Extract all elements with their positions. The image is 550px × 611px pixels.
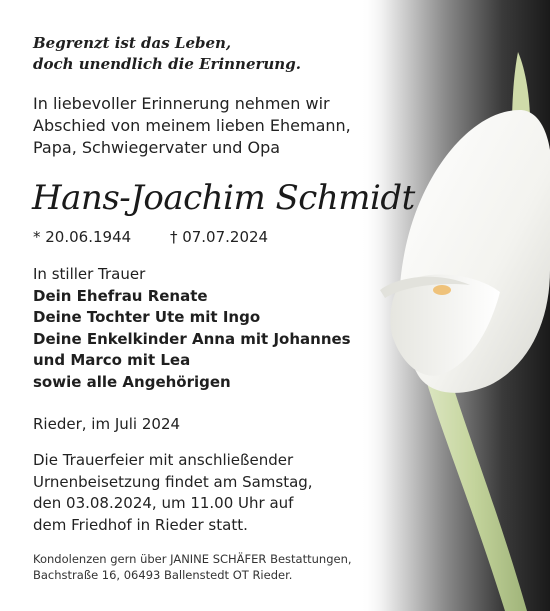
spadix bbox=[433, 285, 451, 295]
footer-line: Kondolenzen gern über JANINE SCHÄFER Bestattungen, bbox=[33, 552, 352, 566]
birth-date: * 20.06.1944 bbox=[33, 228, 132, 246]
motto-line: doch unendlich die Erinnerung. bbox=[33, 55, 301, 73]
mourner-line: Dein Ehefrau Renate bbox=[33, 286, 208, 305]
ceremony-line: den 03.08.2024, um 11.00 Uhr auf bbox=[33, 494, 294, 513]
place-date: Rieder, im Juli 2024 bbox=[33, 415, 181, 433]
ceremony-line: Urnenbeisetzung findet am Samstag, bbox=[33, 472, 313, 491]
deceased-name: Hans-Joachim Schmidt bbox=[32, 178, 415, 218]
intro-text bbox=[33, 93, 351, 159]
death-date: † 07.07.2024 bbox=[169, 228, 269, 246]
mourner-line: und Marco mit Lea bbox=[33, 351, 191, 370]
ceremony-line: Die Trauerfeier mit anschließender bbox=[33, 451, 294, 469]
mourners-list bbox=[33, 264, 351, 394]
motto-line: Begrenzt ist das Leben, bbox=[33, 34, 232, 52]
mourners-heading: In stiller Trauer bbox=[33, 265, 146, 283]
condolence-note bbox=[33, 551, 352, 583]
ceremony-info bbox=[33, 450, 313, 536]
life-dates bbox=[33, 227, 268, 247]
mourner-line: Deine Tochter Ute mit Ingo bbox=[33, 308, 261, 327]
ceremony-line: dem Friedhof in Rieder statt. bbox=[33, 515, 248, 534]
motto bbox=[33, 33, 301, 75]
mourner-line: Deine Enkelkinder Anna mit Johannes bbox=[33, 329, 351, 348]
mourner-line: sowie alle Angehörigen bbox=[33, 372, 231, 391]
intro-line: In liebevoller Erinnerung nehmen wir bbox=[33, 94, 330, 113]
intro-line: Abschied von meinem lieben Ehemann, bbox=[33, 116, 351, 135]
footer-line: Bachstraße 16, 06493 Ballenstedt OT Rieder. bbox=[33, 568, 293, 582]
intro-line: Papa, Schwiegervater und Opa bbox=[33, 138, 281, 157]
